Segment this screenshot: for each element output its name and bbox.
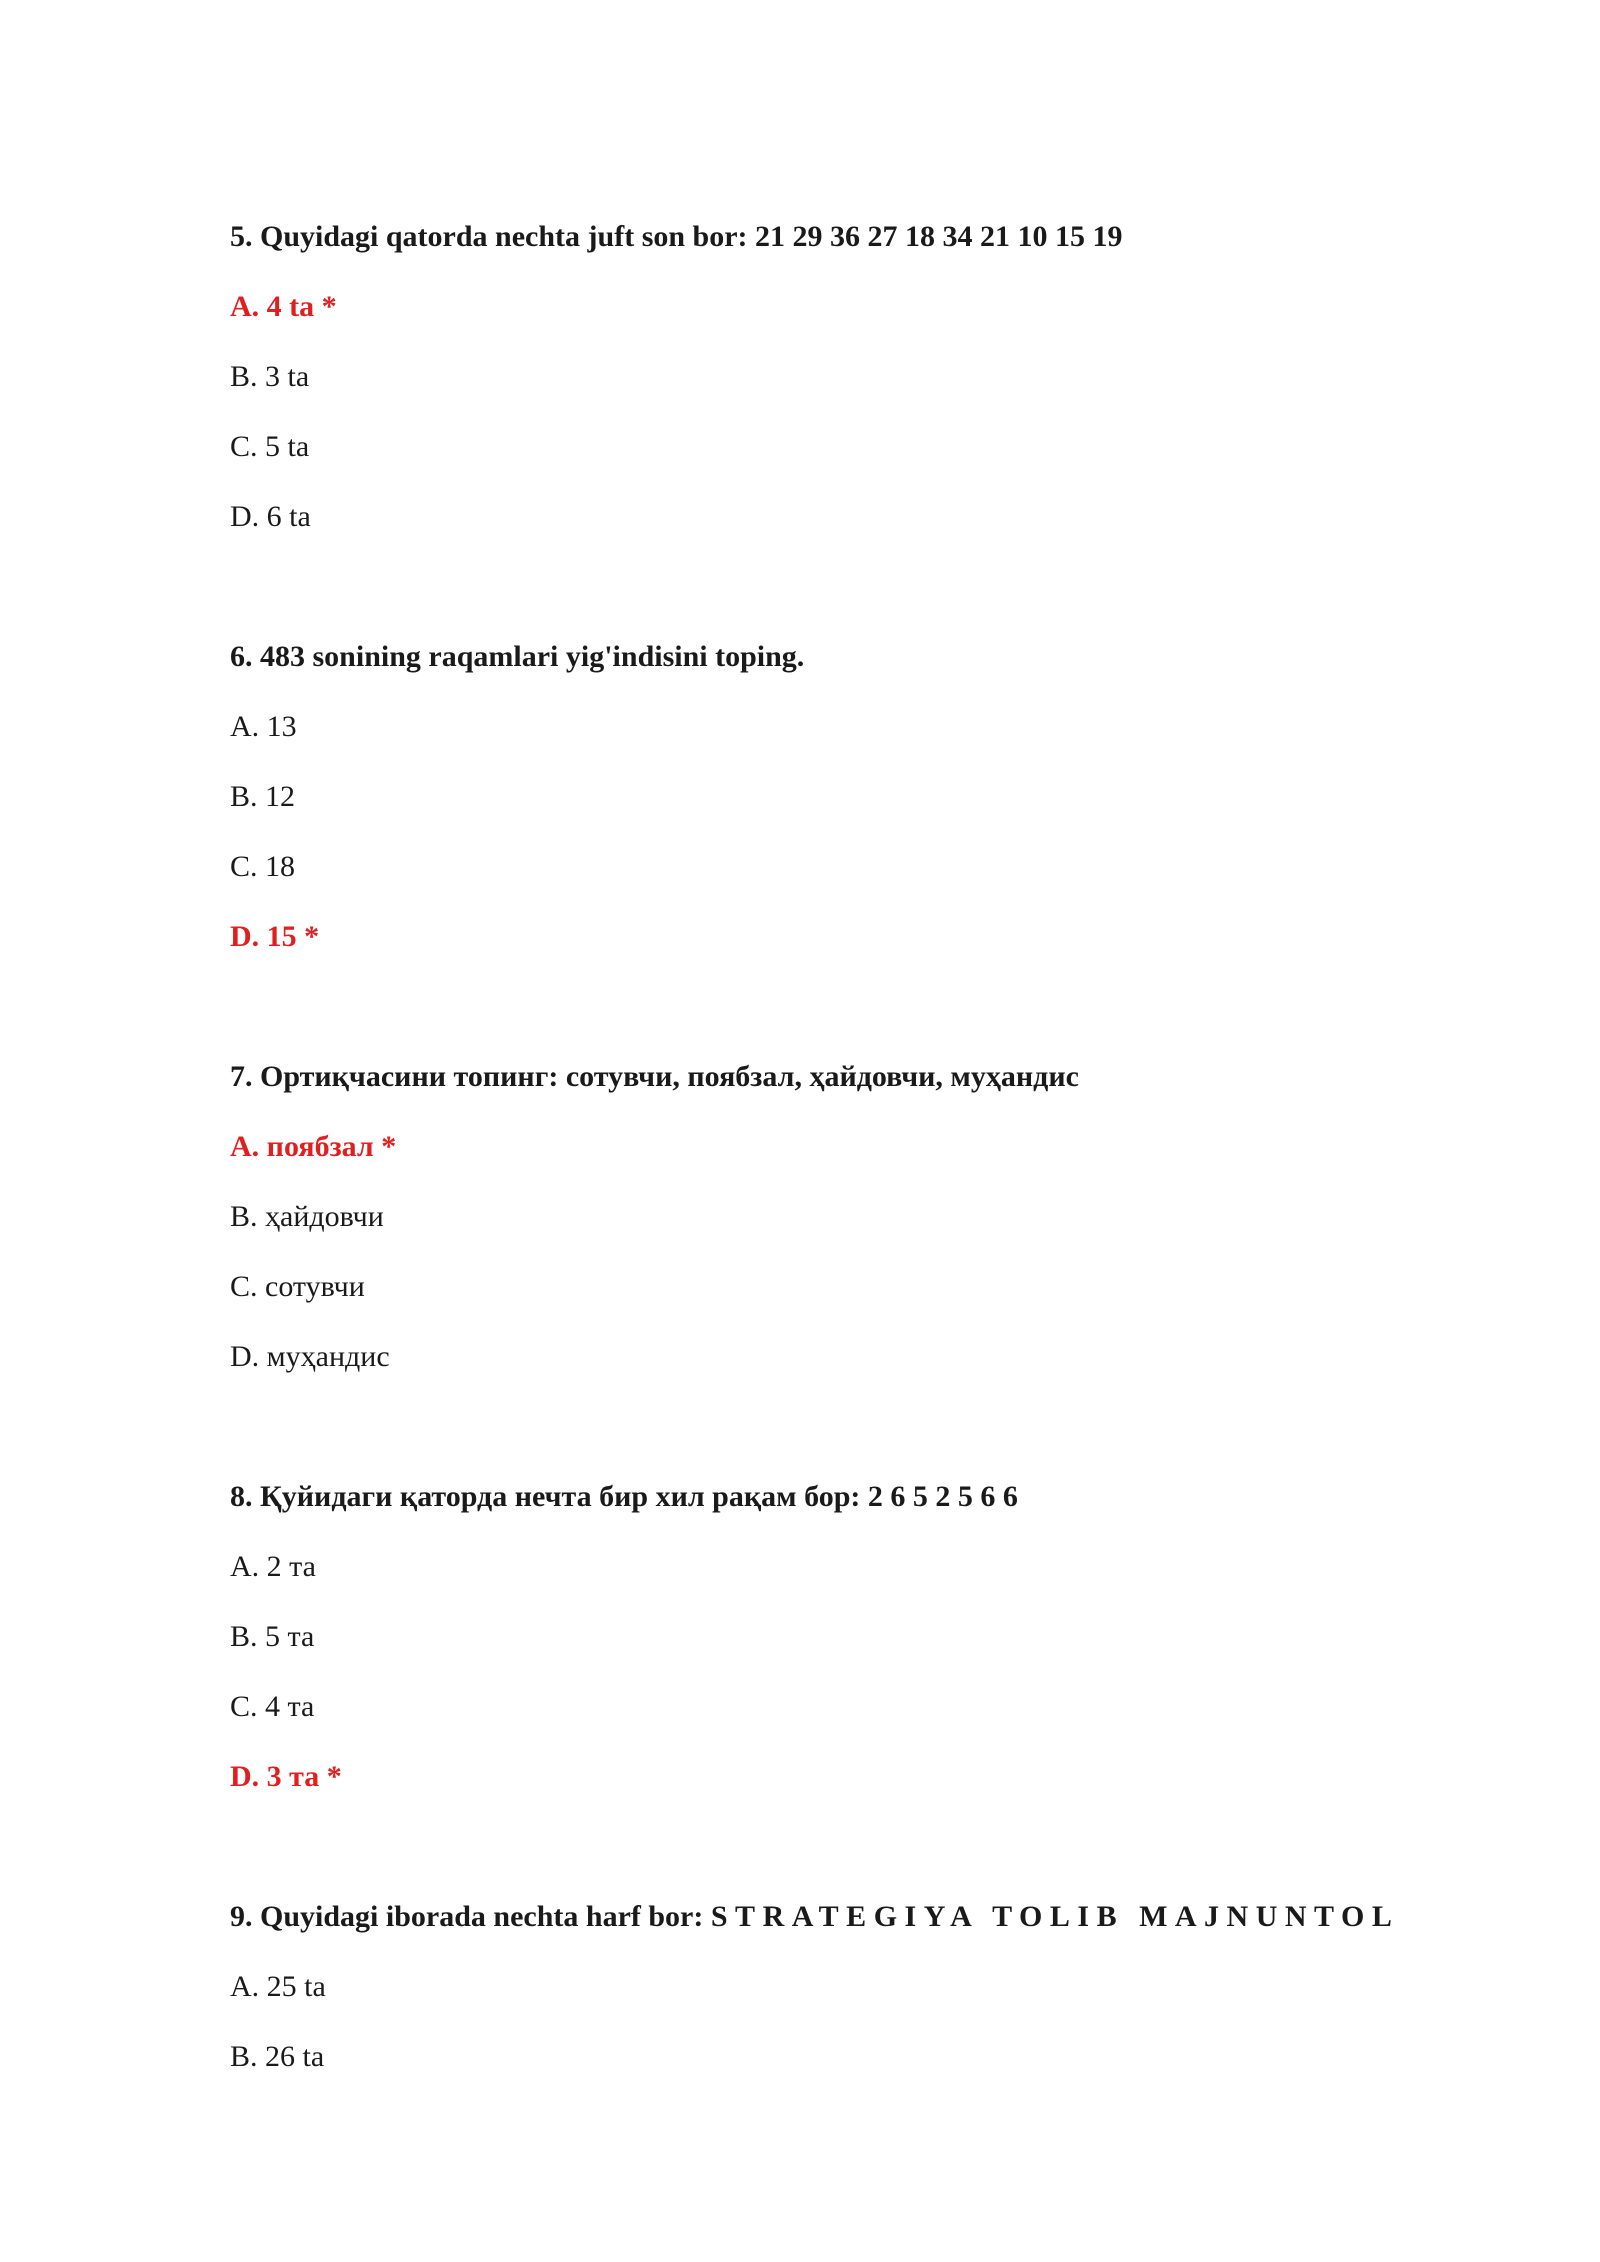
option-c: C. 18 xyxy=(230,850,296,883)
question-5 xyxy=(230,215,1470,539)
option-d-correct: D. 3 та * xyxy=(230,1760,342,1793)
question-title: 7. Ортиқчасини топинг: сотувчи, поябзал, ҳайдовчи, муҳандис xyxy=(230,1060,1079,1093)
option-c: C. 4 та xyxy=(230,1690,315,1723)
option-b: B. 5 та xyxy=(230,1620,315,1653)
question-8 xyxy=(230,1475,1470,1799)
option-d: D. муҳандис xyxy=(230,1340,390,1373)
spacer xyxy=(230,539,1470,635)
spacer xyxy=(230,1799,1470,1895)
question-title: 6. 483 sonining raqamlari yig'indisini toping. xyxy=(230,640,805,673)
question-title: 5. Quyidagi qatorda nechta juft son bor: 21 29 36 27 18 34 21 10 15 19 xyxy=(230,220,1123,253)
option-d-correct: D. 15 * xyxy=(230,920,320,953)
question-title-letters: STRATEGIYA TOLIB MAJNUNTOL xyxy=(710,1900,1400,1933)
option-a-correct: A. поябзал * xyxy=(230,1130,397,1163)
option-d: D. 6 ta xyxy=(230,500,311,533)
question-title-prefix: 9. Quyidagi iborada nechta harf bor: xyxy=(230,1900,711,1933)
question-6 xyxy=(230,635,1470,959)
question-title xyxy=(230,1895,1470,1939)
option-b: B. 26 ta xyxy=(230,2040,325,2073)
question-9 xyxy=(230,1895,1470,2079)
option-b: B. 12 xyxy=(230,780,296,813)
question-7 xyxy=(230,1055,1470,1379)
option-a: A. 2 та xyxy=(230,1550,316,1583)
option-a: A. 13 xyxy=(230,710,297,743)
test-page xyxy=(230,215,1470,2079)
option-b: B. ҳайдовчи xyxy=(230,1200,384,1233)
option-b: B. 3 ta xyxy=(230,360,310,393)
spacer xyxy=(230,1379,1470,1475)
question-title: 8. Қуйидаги қаторда нечта бир хил рақам бор: 2 6 5 2 5 6 6 xyxy=(230,1480,1018,1513)
option-a: A. 25 ta xyxy=(230,1970,326,2003)
option-a-correct: A. 4 ta * xyxy=(230,290,337,323)
option-c: C. 5 ta xyxy=(230,430,310,463)
spacer xyxy=(230,959,1470,1055)
option-c: C. сотувчи xyxy=(230,1270,365,1303)
